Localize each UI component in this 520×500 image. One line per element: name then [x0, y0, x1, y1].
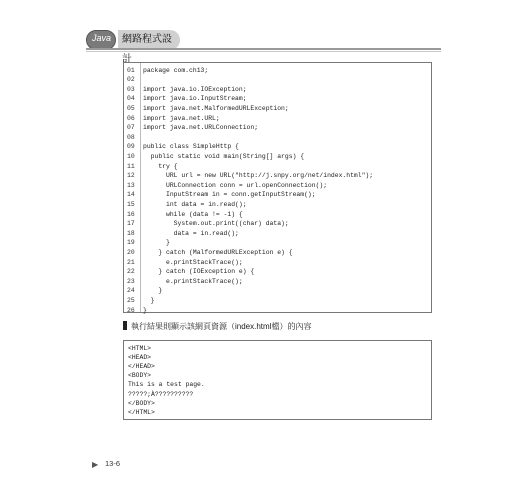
code-text: e.printStackTrace();: [143, 277, 243, 285]
code-text: e.printStackTrace();: [143, 258, 243, 266]
code-line: [124, 258, 431, 268]
heading-marker-icon: [123, 321, 127, 330]
code-line: [124, 219, 431, 229]
code-text: data = in.read();: [143, 229, 239, 237]
java-badge-label: Java: [92, 33, 112, 43]
result-heading: [123, 321, 311, 333]
line-number: 22: [127, 268, 135, 276]
line-number: 17: [127, 220, 135, 228]
output-line: ?????;À??????????: [128, 390, 194, 398]
code-line: [124, 277, 431, 287]
code-line: [124, 94, 431, 104]
line-number: 08: [127, 133, 135, 141]
output-line: </HEAD>: [128, 362, 155, 370]
code-line: [124, 123, 431, 133]
line-number: 21: [127, 258, 135, 266]
line-number: 13: [127, 181, 135, 189]
header-rule-thin: [86, 51, 441, 52]
result-heading-text: 執行結果則顯示該網頁資源（index.html檔）的內容: [131, 322, 312, 331]
code-text: }: [143, 306, 147, 314]
line-number: 25: [127, 296, 135, 304]
line-number: 03: [127, 85, 135, 93]
line-number: 01: [127, 66, 135, 74]
code-line: [124, 66, 431, 76]
code-line: [124, 114, 431, 124]
output-listing: [123, 340, 432, 420]
code-line: [124, 210, 431, 220]
header-rule: [86, 48, 441, 50]
line-number: 16: [127, 210, 135, 218]
code-text: import java.net.URL;: [143, 114, 220, 122]
code-text: InputStream in = conn.getInputStream();: [143, 191, 316, 199]
code-line: [124, 190, 431, 200]
code-line: [124, 171, 431, 181]
code-text: try {: [143, 162, 178, 170]
code-text: int data = in.read();: [143, 200, 247, 208]
line-number: 07: [127, 124, 135, 132]
code-line: [124, 306, 431, 316]
line-number: 06: [127, 114, 135, 122]
code-line: [124, 142, 431, 152]
code-text: URL url = new URL("http://j.snpy.org/net/index.html");: [143, 172, 374, 180]
code-listing: [123, 62, 432, 313]
code-line: [124, 85, 431, 95]
code-line: [124, 162, 431, 172]
code-line: [124, 229, 431, 239]
code-text: public class SimpleHttp {: [143, 143, 239, 151]
code-text: } catch (MalformedURLException e) {: [143, 248, 293, 256]
code-text: System.out.print((char) data);: [143, 220, 289, 228]
code-text: import java.io.InputStream;: [143, 95, 247, 103]
line-number: 20: [127, 248, 135, 256]
code-text: while (data != -1) {: [143, 210, 243, 218]
line-number: 24: [127, 287, 135, 295]
line-number: 14: [127, 191, 135, 199]
code-text: }: [143, 239, 170, 247]
output-line: <BODY>: [128, 372, 152, 380]
code-line: [124, 75, 431, 85]
line-number: 09: [127, 143, 135, 151]
page-arrow-icon: ▶: [92, 460, 99, 469]
line-number: 15: [127, 200, 135, 208]
code-text: URLConnection conn = url.openConnection();: [143, 181, 328, 189]
code-line: [124, 181, 431, 191]
line-number: 04: [127, 95, 135, 103]
code-line: [124, 238, 431, 248]
code-line: [124, 248, 431, 258]
code-text: }: [143, 287, 163, 295]
code-text: import java.net.MalformedURLException;: [143, 104, 289, 112]
code-line: [124, 267, 431, 277]
line-number: 12: [127, 172, 135, 180]
line-number: 26: [127, 306, 135, 314]
output-line: <HEAD>: [128, 353, 152, 361]
code-line: [124, 133, 431, 143]
line-number: 02: [127, 76, 135, 84]
output-line: This is a test page.: [128, 381, 205, 389]
code-line: [124, 200, 431, 210]
java-badge: [86, 30, 116, 50]
output-line: </BODY>: [128, 399, 155, 407]
output-line: <HTML>: [128, 344, 152, 352]
line-number: 18: [127, 229, 135, 237]
code-text: }: [143, 296, 155, 304]
page-number: 13-6: [105, 459, 121, 468]
chapter-title: 網路程式設計: [118, 30, 180, 50]
code-line: [124, 286, 431, 296]
line-number: 11: [127, 162, 135, 170]
code-text: import java.io.IOException;: [143, 85, 247, 93]
code-line: [124, 104, 431, 114]
code-text: import java.net.URLConnection;: [143, 124, 259, 132]
line-number: 05: [127, 104, 135, 112]
code-line: [124, 296, 431, 306]
line-number: 10: [127, 152, 135, 160]
code-text: } catch (IOException e) {: [143, 268, 255, 276]
output-line: </HTML>: [128, 408, 155, 416]
line-number: 23: [127, 277, 135, 285]
code-text: package com.ch13;: [143, 66, 209, 74]
code-line: [124, 152, 431, 162]
line-number: 19: [127, 239, 135, 247]
code-text: public static void main(String[] args) {: [143, 152, 305, 160]
